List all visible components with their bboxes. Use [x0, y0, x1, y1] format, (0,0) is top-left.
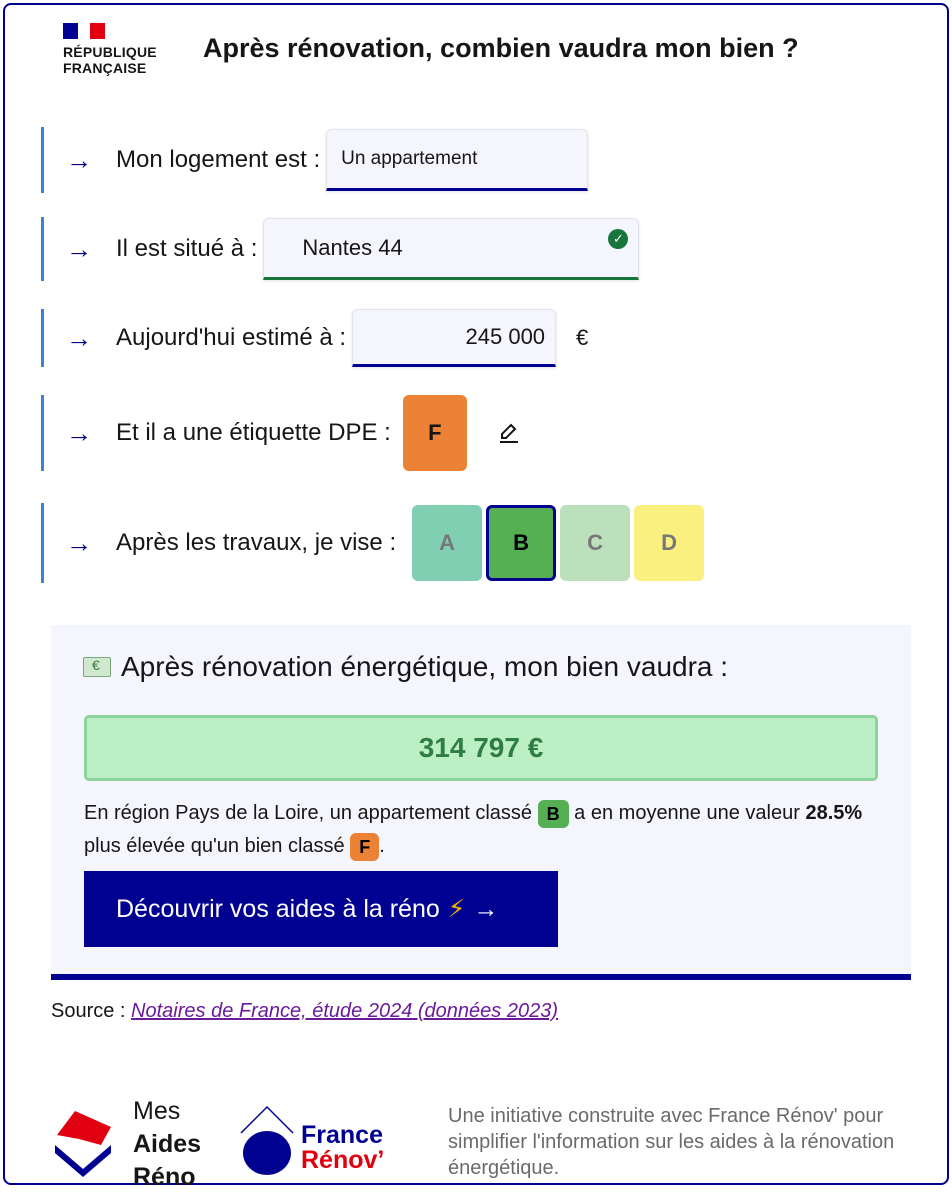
location-value: Nantes 44 — [302, 235, 403, 260]
estimate-label: Aujourd'hui estimé à : — [116, 324, 347, 351]
question-location — [41, 217, 639, 281]
question-target — [41, 503, 708, 583]
housing-select[interactable] — [326, 129, 588, 191]
lightning-icon: ⚡ — [447, 895, 466, 923]
target-label: Après les travaux, je vise : — [116, 529, 397, 556]
location-input[interactable] — [263, 218, 639, 280]
housing-value: Un appartement — [341, 148, 478, 169]
currency-symbol: € — [576, 325, 589, 350]
question-estimate — [41, 309, 588, 367]
target-options — [412, 505, 708, 581]
dpe-target-pill: B — [538, 800, 569, 828]
arrow-right-icon: → — [66, 528, 92, 558]
target-option-a[interactable]: A — [412, 505, 482, 581]
cta-label: Découvrir vos aides à la réno — [116, 894, 440, 923]
dpe-current-pill: F — [350, 833, 379, 861]
marianne-flag-icon — [63, 23, 105, 39]
mes-aides-reno-logo-icon — [51, 1105, 117, 1177]
result-title — [83, 651, 728, 683]
mes-aides-reno-wordmark: Mes Aides Réno — [133, 1097, 202, 1191]
pencil-edit-icon[interactable] — [497, 421, 521, 445]
dpe-current-value: F — [428, 420, 442, 445]
france-renov-wordmark: France Rénov’ — [301, 1121, 385, 1174]
estimate-input[interactable] — [352, 309, 556, 367]
housing-label: Mon logement est : — [116, 146, 321, 173]
source-prefix: Source : — [51, 1000, 126, 1022]
check-circle-icon: ✓ — [608, 229, 628, 249]
result-explanation: En région Pays de la Loire, un appartement classé B a en moyenne une valeur 28.5% plus élevée qu'un bien classé F . — [84, 797, 864, 863]
dpe-current-badge — [403, 395, 467, 471]
target-option-d[interactable]: D — [634, 505, 704, 581]
question-dpe — [41, 395, 521, 471]
arrow-right-icon: → — [473, 894, 499, 923]
arrow-right-icon: → — [66, 418, 92, 448]
widget-frame — [3, 3, 949, 1191]
result-value — [84, 715, 878, 781]
arrow-right-icon: → — [66, 145, 92, 175]
target-option-c[interactable]: C — [560, 505, 630, 581]
arrow-right-icon: → — [66, 234, 92, 264]
question-housing — [41, 127, 588, 193]
page-title: Après rénovation, combien vaudra mon bien ? — [203, 33, 799, 63]
money-banknote-icon — [83, 657, 111, 677]
arrow-right-icon: → — [66, 323, 92, 353]
result-title-text: Après rénovation énergétique, mon bien vaudra : — [121, 651, 729, 682]
source-line — [51, 1000, 558, 1023]
result-value-text: 314 797 € — [418, 732, 544, 763]
result-panel — [51, 625, 911, 980]
location-label: Il est situé à : — [116, 235, 258, 262]
discover-aids-button[interactable] — [84, 871, 558, 947]
target-option-b[interactable]: B — [486, 505, 556, 581]
estimate-value: 245 000 — [465, 324, 546, 349]
logo-line-2: FRANÇAISE — [63, 60, 147, 76]
percentage-value: 28.5% — [805, 802, 863, 824]
dpe-label: Et il a une étiquette DPE : — [116, 419, 391, 446]
republique-francaise-logo — [63, 23, 157, 76]
footer-note: Une initiative construite avec France Rénov' pour simplifier l'information sur les aides à la rénovation énergétique. — [448, 1105, 895, 1179]
logo-line-1: RÉPUBLIQUE — [63, 44, 157, 60]
source-link[interactable]: Notaires de France, étude 2024 (données 2023) — [131, 1000, 558, 1022]
